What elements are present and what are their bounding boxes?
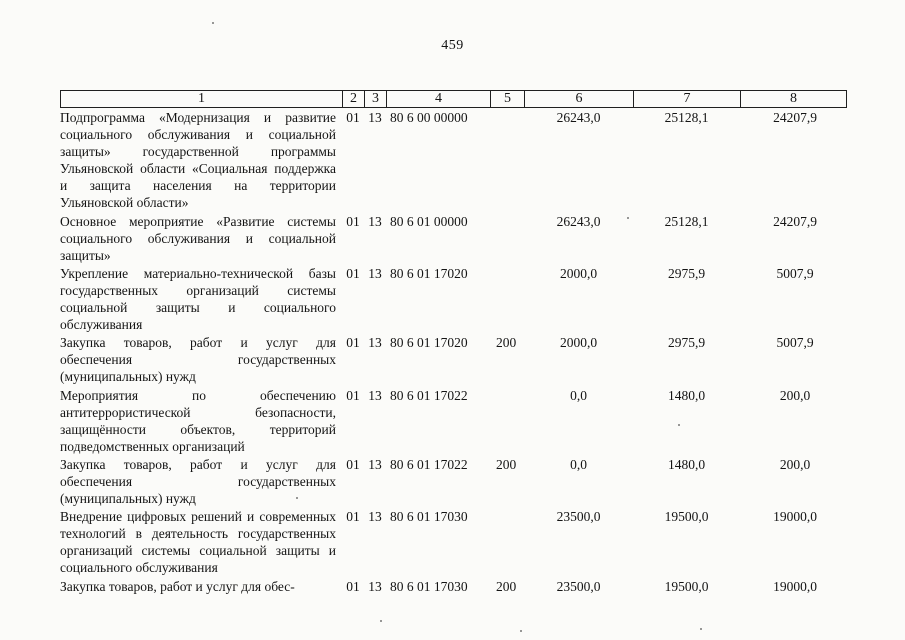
row-amount-col8: 200,0 — [779, 456, 811, 472]
row-expense-type: 200 — [496, 335, 517, 351]
row-description: Подпрограмма «Модернизация и развитие социального обслуживания и социальной защиты» государственной программы Ульяновской области «Социальная поддержка и защита населения на территории Ульяновской области» — [60, 110, 336, 211]
row-target-article: 80 6 01 17020 — [390, 265, 468, 281]
row-amount-col7: 19500,0 — [664, 509, 709, 525]
row-amount-col8: 19000,0 — [773, 509, 817, 525]
table-row — [60, 265, 846, 334]
scan-speck — [380, 620, 382, 622]
row-amount-col6: 2000,0 — [559, 265, 598, 281]
row-target-article: 80 6 01 17020 — [390, 335, 468, 351]
header-col-5: 5 — [491, 91, 525, 108]
row-target-article: 80 6 01 17022 — [390, 456, 468, 472]
row-amount-col8: 19000,0 — [773, 578, 817, 594]
row-description: Мероприятия по обеспечению антитеррористической безопасности, защищённости объектов, территорий подведомственных организаций — [60, 387, 336, 454]
row-amount-col6: 23500,0 — [556, 509, 601, 525]
row-amount-col6: 23500,0 — [556, 578, 601, 594]
table-row — [60, 213, 846, 265]
row-expense-type — [490, 508, 524, 577]
row-amount-col8: 24207,9 — [773, 110, 817, 125]
page-number: 459 — [441, 38, 464, 53]
row-target-article: 80 6 01 17030 — [390, 578, 468, 594]
row-description: Внедрение цифровых решений и современных технологий в деятельность государственных организаций системы социальной защиты и социального обслуживания — [60, 509, 336, 576]
row-amount-col7: 1480,0 — [667, 456, 706, 472]
row-amount-col6: 0,0 — [570, 456, 587, 472]
row-subsection-code: 13 — [368, 387, 382, 403]
row-description: Укрепление материально-технической базы государственных организаций системы социальной защиты и социального обслуживания — [60, 265, 336, 333]
row-expense-type — [490, 387, 524, 456]
row-subsection-code: 13 — [368, 335, 382, 351]
row-amount-col8: 24207,9 — [773, 213, 817, 229]
header-col-2: 2 — [343, 91, 365, 108]
budget-table — [60, 109, 846, 596]
row-amount-col7: 2975,9 — [667, 335, 706, 351]
scan-speck — [678, 424, 680, 426]
header-col-1: 1 — [61, 91, 343, 108]
table-row — [60, 578, 846, 596]
row-subsection-code: 13 — [368, 456, 382, 472]
row-expense-type: 200 — [496, 578, 517, 594]
row-section-code: 01 — [346, 213, 360, 229]
row-description: Закупка товаров, работ и услуг для обеспечения государственных (муниципальных) нужд — [60, 335, 336, 385]
row-amount-col6: 0,0 — [570, 387, 587, 403]
table-row — [60, 334, 846, 386]
row-target-article: 80 6 01 00000 — [390, 213, 468, 229]
row-amount-col6: 26243,0 — [556, 110, 601, 125]
scan-speck — [212, 22, 214, 24]
row-target-article: 80 6 00 00000 — [390, 110, 468, 125]
scan-speck — [627, 217, 629, 219]
row-amount-col6: 2000,0 — [559, 335, 598, 351]
scan-speck — [520, 630, 522, 632]
row-target-article: 80 6 01 17022 — [390, 387, 468, 403]
scan-speck — [296, 497, 298, 499]
table-row — [60, 109, 846, 213]
table-row — [60, 456, 846, 508]
row-subsection-code: 13 — [368, 509, 382, 525]
row-description: Закупка товаров, работ и услуг для обеспечения государственных (муниципальных) нужд — [60, 456, 336, 507]
row-subsection-code: 13 — [368, 265, 382, 281]
row-subsection-code: 13 — [368, 578, 382, 594]
row-amount-col7: 25128,1 — [664, 213, 709, 229]
row-subsection-code: 13 — [368, 213, 382, 229]
scan-speck — [700, 628, 702, 630]
row-amount-col7: 1480,0 — [667, 387, 706, 403]
row-section-code: 01 — [346, 578, 360, 594]
row-section-code: 01 — [346, 265, 360, 281]
header-col-6: 6 — [525, 91, 634, 108]
row-expense-type — [490, 265, 524, 334]
column-number-header — [60, 90, 847, 108]
row-amount-col7: 2975,9 — [667, 265, 706, 281]
row-target-article: 80 6 01 17030 — [390, 509, 468, 525]
row-description: Основное мероприятие «Развитие системы социального обслуживания и социальной защиты» — [60, 213, 336, 263]
table-row — [60, 508, 846, 577]
row-description: Закупка товаров, работ и услуг для обес- — [60, 578, 295, 594]
row-section-code: 01 — [346, 335, 360, 351]
row-section-code: 01 — [346, 456, 360, 472]
row-expense-type: 200 — [496, 456, 517, 472]
row-amount-col7: 19500,0 — [664, 578, 709, 594]
header-col-7: 7 — [634, 91, 741, 108]
row-amount-col8: 5007,9 — [776, 265, 814, 281]
row-section-code: 01 — [346, 509, 360, 525]
row-expense-type — [490, 213, 524, 265]
row-subsection-code: 13 — [368, 110, 382, 125]
row-amount-col8: 5007,9 — [776, 335, 814, 351]
row-amount-col7: 25128,1 — [664, 110, 709, 125]
row-amount-col6: 26243,0 — [556, 213, 601, 229]
header-col-3: 3 — [365, 91, 387, 108]
row-expense-type — [490, 109, 524, 213]
header-col-4: 4 — [387, 91, 491, 108]
row-amount-col8: 200,0 — [779, 387, 811, 403]
row-section-code: 01 — [346, 110, 360, 125]
table-row — [60, 387, 846, 456]
header-col-8: 8 — [741, 91, 847, 108]
row-section-code: 01 — [346, 387, 360, 403]
